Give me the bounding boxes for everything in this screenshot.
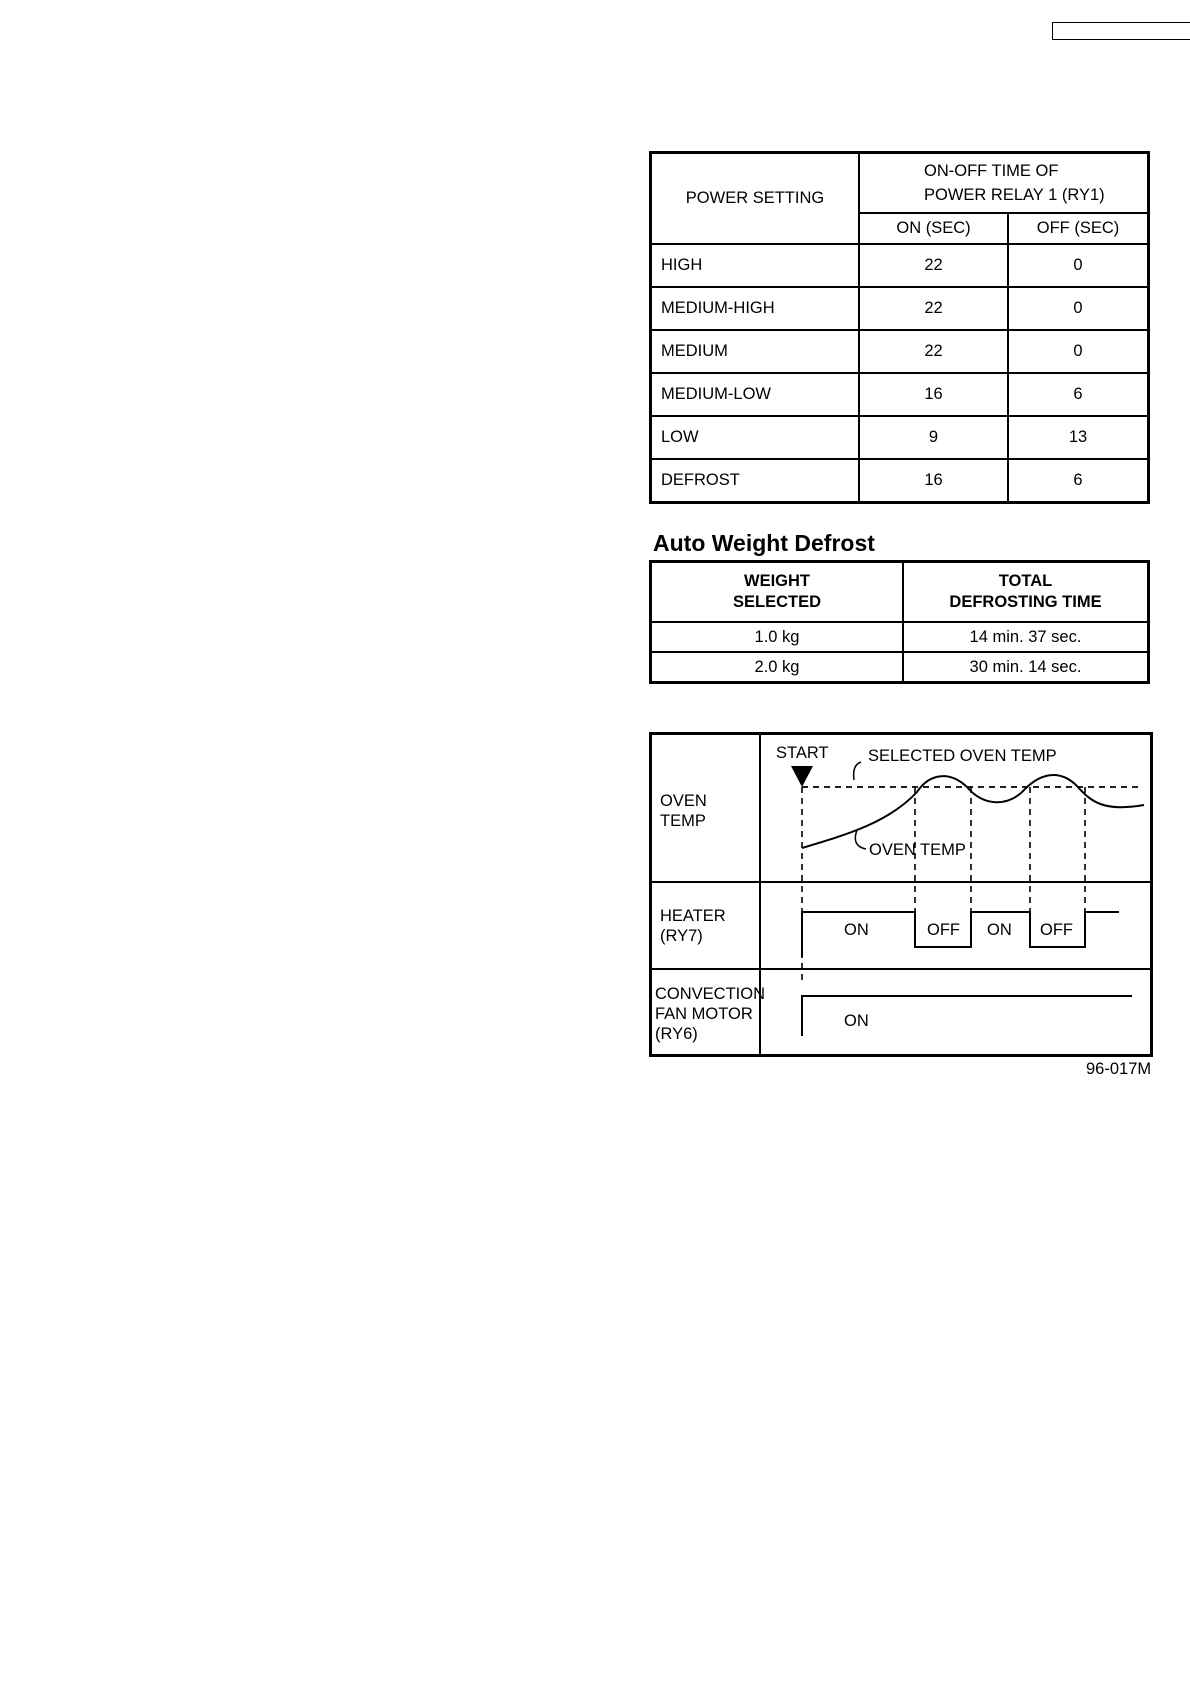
off-cell: 6: [1008, 459, 1149, 503]
oven-temp-curve: [802, 775, 1144, 848]
off-cell: 13: [1008, 416, 1149, 459]
off-cell: 0: [1008, 287, 1149, 330]
on-cell: 22: [859, 287, 1008, 330]
weight-header-line1: WEIGHT: [744, 572, 810, 590]
heater-state-label: ON: [844, 921, 869, 939]
table-row: [651, 244, 1149, 287]
on-cell: 9: [859, 416, 1008, 459]
setting-cell: MEDIUM-HIGH: [651, 287, 860, 330]
power-setting-table: [649, 151, 1150, 504]
setting-cell: MEDIUM: [651, 330, 860, 373]
table-row: [651, 373, 1149, 416]
oven-temp-curve-label: OVEN TEMP: [869, 841, 966, 859]
setting-cell: LOW: [651, 416, 860, 459]
fan-label-line1: CONVECTION: [655, 985, 766, 1003]
table-row: [651, 330, 1149, 373]
weight-cell: 1.0 kg: [651, 622, 904, 652]
table-row: [651, 652, 1149, 683]
timing-diagram: [649, 732, 1153, 1058]
heater-label-line2: (RY7): [660, 927, 703, 945]
time-header-line2: DEFROSTING TIME: [949, 593, 1102, 611]
selected-temp-leader: [854, 762, 861, 780]
on-cell: 16: [859, 373, 1008, 416]
weight-header-line2: SELECTED: [732, 593, 821, 611]
defrost-title: Auto Weight Defrost: [653, 530, 875, 556]
start-triangle-icon: [791, 766, 813, 787]
off-cell: 0: [1008, 330, 1149, 373]
time-header: [903, 562, 1149, 623]
table-row: [651, 416, 1149, 459]
on-sec-header: ON (SEC): [859, 213, 1008, 244]
relay-header-line2: POWER RELAY 1 (RY1): [924, 186, 1105, 204]
time-cell: 14 min. 37 sec.: [903, 622, 1149, 652]
time-header-line1: TOTAL: [998, 572, 1053, 590]
relay-header: [859, 153, 1149, 214]
heater-state-label: OFF: [927, 921, 960, 939]
on-cell: 16: [859, 459, 1008, 503]
defrost-table: [649, 560, 1150, 684]
time-cell: 30 min. 14 sec.: [903, 652, 1149, 683]
off-cell: 0: [1008, 244, 1149, 287]
setting-cell: HIGH: [651, 244, 860, 287]
header-box: [1052, 22, 1190, 40]
heater-state-label: ON: [987, 921, 1012, 939]
on-cell: 22: [859, 244, 1008, 287]
setting-cell: DEFROST: [651, 459, 860, 503]
off-cell: 6: [1008, 373, 1149, 416]
fan-label-line2: FAN MOTOR: [655, 1005, 753, 1023]
heater-label-line1: HEATER: [660, 907, 726, 925]
relay-header-line1: ON-OFF TIME OF: [924, 162, 1059, 180]
oven-temp-label-line1: OVEN: [660, 792, 707, 810]
off-sec-header: OFF (SEC): [1008, 213, 1149, 244]
heater-state-label: OFF: [1040, 921, 1073, 939]
setting-cell: MEDIUM-LOW: [651, 373, 860, 416]
table-row: [651, 459, 1149, 503]
start-label: START: [776, 744, 829, 762]
fan-label-line3: (RY6): [655, 1025, 698, 1043]
power-setting-header: POWER SETTING: [651, 153, 860, 245]
on-cell: 22: [859, 330, 1008, 373]
selected-temp-label: SELECTED OVEN TEMP: [868, 747, 1057, 765]
weight-cell: 2.0 kg: [651, 652, 904, 683]
fan-state-label: ON: [844, 1012, 869, 1030]
oven-temp-leader: [855, 830, 866, 849]
weight-header: [651, 562, 904, 623]
oven-temp-label-line2: TEMP: [660, 812, 706, 830]
table-row: [651, 622, 1149, 652]
reference-code: 96-017M: [1086, 1060, 1152, 1078]
table-row: [651, 287, 1149, 330]
